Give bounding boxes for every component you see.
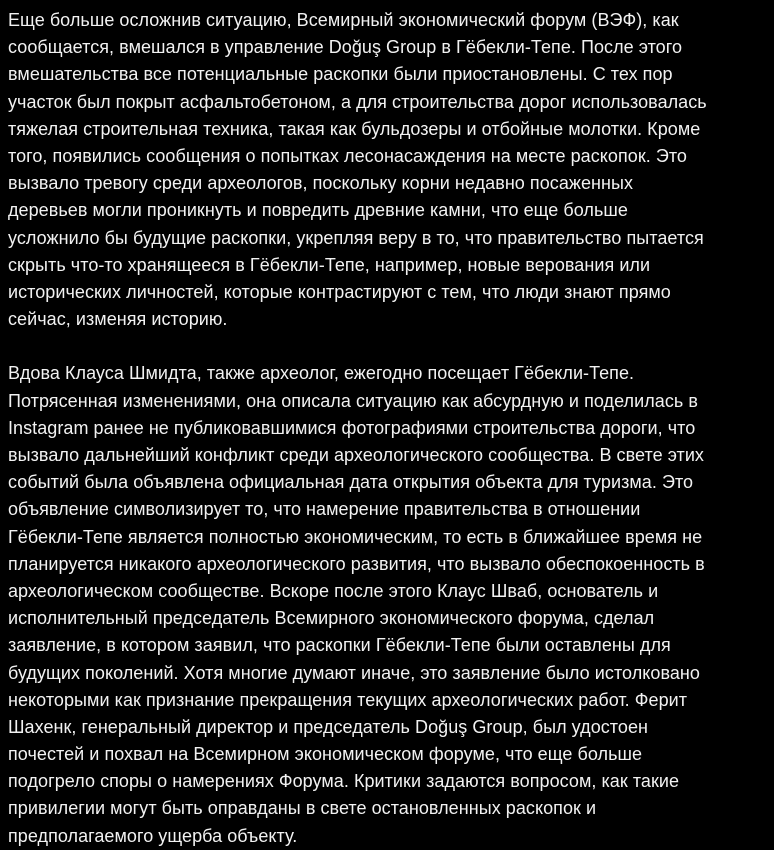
text-line: будущих поколений. Хотя многие думают иначе, это заявление было истолковано (8, 662, 700, 683)
text-line: деревьев могли проникнуть и повредить древние камни, что еще больше (8, 200, 628, 221)
text-line: привилегии могут быть оправданы в свете остановленных раскопок и (8, 798, 597, 819)
article-body (8, 7, 774, 850)
text-line: вызвало дальнейший конфликт среди археологического сообщества. В свете этих (8, 445, 704, 465)
text-line: заявление, в котором заявил, что раскопки Гёбекли-Тепе были оставлены для (8, 635, 671, 656)
text-line: участок был покрыт асфальтобетоном, а для строительства дорог использовалась (8, 91, 707, 112)
text-line: тяжелая строительная техника, такая как бульдозеры и отбойные молотки. Кроме (8, 118, 701, 139)
text-line: Потрясенная изменениями, она описала ситуацию как абсурдную и поделилась в (8, 390, 698, 411)
text-line: подогрело споры о намерениях Форума. Критики задаются вопросом, как такие (8, 771, 680, 792)
text-line: Вдова Клауса Шмидта, также археолог, ежегодно посещает Гёбекли-Тепе. (8, 363, 635, 384)
text-line: Шахенк, генеральный директор и председатель Doğuş Group, был удостоен (8, 716, 649, 737)
text-line: предполагаемого ущерба объекту. (8, 825, 298, 846)
text-line: событий была объявлена официальная дата открытия объекта для туризма. Это (8, 472, 694, 493)
paragraph-spacer (8, 333, 774, 360)
text-line: сейчас, изменяя историю. (8, 309, 228, 330)
text-line: археологическом сообществе. Вскоре после этого Клаус Шваб, основатель и (8, 580, 659, 601)
text-line: скрыть что-то хранящееся в Гёбекли-Тепе, например, новые верования или (8, 254, 651, 275)
text-line: усложнило бы будущие раскопки, укрепляя веру в то, что правительство пытается (8, 227, 704, 248)
text-line: некоторыми как признание прекращения текущих археологических работ. Ферит (8, 689, 688, 710)
text-line: того, появились сообщения о попытках лесонасаждения на месте раскопок. Это (8, 145, 687, 166)
text-line: вызвало тревогу среди археологов, поскольку корни недавно посаженных (8, 173, 634, 194)
paragraph-schmidt-widow (8, 360, 774, 849)
text-line: исполнительный председатель Всемирного экономического форума, сделал (8, 608, 655, 629)
paragraph-wef-intervention (8, 7, 774, 333)
text-line: Еще больше осложнив ситуацию, Всемирный экономический форум (ВЭФ), как (8, 10, 679, 30)
text-line: вмешательства все потенциальные раскопки были приостановлены. С тех пор (8, 64, 673, 85)
text-line: почестей и похвал на Всемирном экономическом форуме, что еще больше (8, 744, 643, 765)
text-line: сообщается, вмешался в управление Doğuş Group в Гёбекли-Тепе. После этого (8, 37, 683, 58)
text-line: Instagram ранее не публиковавшимися фотографиями строительства дороги, что (8, 417, 696, 438)
text-line: исторических личностей, которые контрастируют с тем, что люди знают прямо (8, 281, 671, 302)
text-line: объявление символизирует то, что намерение правительства в отношении (8, 499, 641, 520)
text-line: Гёбекли-Тепе является полностью экономическим, то есть в ближайшее время не (8, 526, 703, 547)
text-line: планируется никакого археологического развития, что вызвало обеспокоенность в (8, 553, 705, 574)
